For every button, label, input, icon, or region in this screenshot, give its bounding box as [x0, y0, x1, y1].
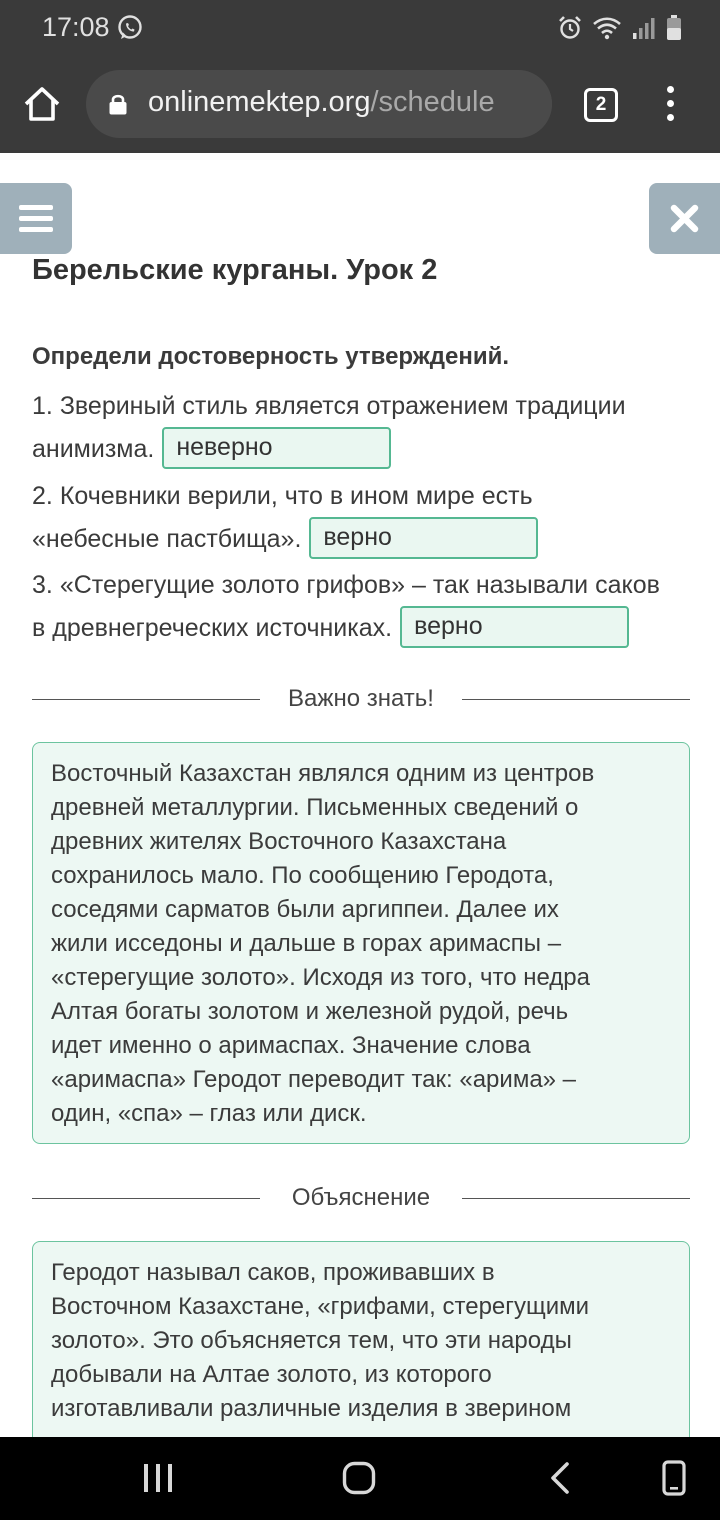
- status-time: 17:08: [42, 12, 110, 42]
- page-content: [0, 153, 720, 1437]
- alarm-icon: [558, 15, 582, 41]
- hamburger-menu-button[interactable]: [0, 183, 72, 254]
- info-line: идет именно о аримаспах. Значение слова: [51, 1032, 531, 1059]
- statement-number: 1.: [32, 392, 53, 420]
- explanation-line: изготавливали различные изделия в зверином: [51, 1395, 572, 1422]
- tabs-button[interactable]: 2: [584, 88, 618, 122]
- back-icon[interactable]: [548, 1461, 572, 1495]
- lock-icon: [108, 93, 128, 115]
- statement-number: 3.: [32, 571, 53, 599]
- status-bar: [0, 0, 720, 56]
- statement-text: в древнегреческих источниках.: [32, 614, 393, 642]
- url-bar[interactable]: [86, 70, 552, 138]
- important-label: Важно знать!: [288, 685, 434, 712]
- url-path: /schedule: [370, 86, 495, 118]
- info-line: древней металлургии. Письменных сведений о: [51, 794, 579, 821]
- info-line: «аримаспа» Геродот переводит так: «арима» –: [51, 1066, 577, 1093]
- explanation-label: Объяснение: [291, 1184, 431, 1211]
- browser-chrome: [0, 0, 720, 153]
- statement-2: [32, 475, 692, 561]
- statement-text: «Стерегущие золото грифов» – так называли саков: [59, 571, 660, 599]
- info-line: Алтая богаты золотом и железной рудой, речь: [51, 998, 569, 1025]
- statement-text: Звериный стиль является отражением традиции: [59, 392, 626, 420]
- whatsapp-icon: [116, 14, 144, 42]
- task-heading: Определи достоверность утверждений.: [32, 343, 510, 370]
- lesson-title: Берельские курганы. Урок 2: [32, 254, 438, 286]
- info-line: сохранилось мало. По сообщению Геродота,: [51, 862, 554, 889]
- rotate-screen-icon[interactable]: [660, 1459, 688, 1497]
- navigation-bar: [0, 1437, 720, 1520]
- url-text: [148, 86, 495, 119]
- close-icon: [649, 183, 720, 254]
- answer-select-2[interactable]: верно: [309, 517, 538, 559]
- info-line: древних жителях Восточного Казахстана: [51, 828, 507, 855]
- answer-select-3[interactable]: верно: [400, 606, 629, 648]
- statement-3: [32, 564, 692, 650]
- important-divider: [32, 683, 690, 715]
- statement-text: Кочевники верили, что в ином мире есть: [59, 482, 533, 510]
- explanation-line: Геродот называл саков, проживавших в: [51, 1259, 495, 1286]
- explanation-line: золото». Это объясняется тем, что эти народы: [51, 1327, 572, 1354]
- close-button[interactable]: [649, 183, 720, 254]
- url-domain: onlinemektep.org: [148, 86, 371, 118]
- recent-apps-icon[interactable]: [142, 1463, 174, 1493]
- important-info-box: [32, 742, 690, 1144]
- info-line: соседями сарматов были аргиппеи. Далее их: [51, 896, 559, 923]
- info-line: один, «спа» – глаз или диск.: [51, 1100, 367, 1127]
- statement-text: анимизма.: [32, 435, 155, 463]
- menu-dots-icon[interactable]: [660, 86, 682, 122]
- statement-1: [32, 385, 692, 471]
- signal-icon: [632, 16, 656, 40]
- wifi-icon: [592, 16, 622, 40]
- statement-text: «небесные пастбища».: [32, 525, 302, 553]
- explanation-line: добывали на Алтае золото, из которого: [51, 1361, 492, 1388]
- explanation-box: [32, 1241, 690, 1437]
- statement-number: 2.: [32, 482, 53, 510]
- info-line: «стерегущие золото». Исходя из того, что недра: [51, 964, 590, 991]
- browser-toolbar: [0, 66, 720, 142]
- answer-select-1[interactable]: неверно: [162, 427, 391, 469]
- battery-icon: [666, 15, 682, 41]
- info-line: жили исседоны и дальше в горах аримаспы –: [51, 930, 562, 957]
- home-icon[interactable]: [22, 84, 62, 124]
- info-line: Восточный Казахстан являлся одним из центров: [51, 760, 595, 787]
- home-nav-icon[interactable]: [342, 1461, 376, 1495]
- explanation-line: Восточном Казахстане, «грифами, стерегущими: [51, 1293, 590, 1320]
- explanation-divider: [32, 1182, 690, 1214]
- status-icons: [558, 14, 682, 42]
